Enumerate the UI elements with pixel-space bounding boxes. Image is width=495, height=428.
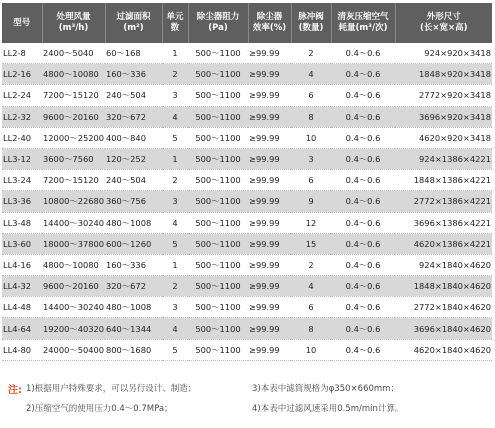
- cell-pulse-valves: 2: [291, 43, 331, 64]
- note-item-4: 4)本表中过滤风速采用0.5m/min计算。: [252, 404, 404, 414]
- cell-filter-area: 120～252: [105, 148, 162, 169]
- notes-label: 注:: [8, 385, 22, 396]
- cell-pulse-valves: 9: [291, 191, 331, 212]
- table-row: [2, 127, 492, 148]
- cell-model: LL2-32: [2, 106, 42, 127]
- table-row: [2, 170, 492, 191]
- cell-efficiency: ≥99.99: [248, 276, 291, 297]
- header-pulse-valves: 脉冲阀 (数量): [291, 3, 331, 43]
- cell-air-consumption: 0.4～0.6: [331, 106, 395, 127]
- cell-units: 1: [162, 254, 188, 275]
- cell-airflow: 14400～30240: [42, 212, 105, 233]
- cell-units: 3: [162, 297, 188, 318]
- cell-units: 3: [162, 191, 188, 212]
- cell-efficiency: ≥99.99: [248, 64, 291, 85]
- cell-resistance: 500～1100: [188, 170, 248, 191]
- table-row: [2, 276, 492, 297]
- table-body: [2, 43, 492, 360]
- header-model: 型号: [2, 3, 42, 43]
- cell-air-consumption: 0.4～0.6: [331, 148, 395, 169]
- cell-airflow: 7200～15120: [42, 170, 105, 191]
- table-row: [2, 64, 492, 85]
- header-efficiency: 除尘器 效率(%): [248, 3, 291, 43]
- cell-airflow: 2400～5040: [42, 43, 105, 64]
- cell-air-consumption: 0.4～0.6: [331, 254, 395, 275]
- cell-units: 2: [162, 170, 188, 191]
- header-airflow: 处理风量 (m³/h): [42, 3, 105, 43]
- cell-resistance: 500～1100: [188, 233, 248, 254]
- cell-air-consumption: 0.4～0.6: [331, 297, 395, 318]
- cell-efficiency: ≥99.99: [248, 85, 291, 106]
- cell-airflow: 9600～20160: [42, 106, 105, 127]
- cell-air-consumption: 0.4～0.6: [331, 127, 395, 148]
- cell-efficiency: ≥99.99: [248, 318, 291, 339]
- cell-resistance: 500～1100: [188, 148, 248, 169]
- cell-pulse-valves: 3: [291, 148, 331, 169]
- cell-dimensions: 3696×1386×4221: [395, 212, 492, 233]
- header-resistance: 除尘器阻力 (Pa): [188, 3, 248, 43]
- cell-filter-area: 240～504: [105, 85, 162, 106]
- cell-air-consumption: 0.4～0.6: [331, 339, 395, 360]
- cell-airflow: 10800～22680: [42, 191, 105, 212]
- cell-dimensions: 924×1386×4221: [395, 148, 492, 169]
- cell-filter-area: 160～336: [105, 64, 162, 85]
- cell-model: LL4-48: [2, 297, 42, 318]
- table-row: [2, 233, 492, 254]
- cell-resistance: 500～1100: [188, 212, 248, 233]
- cell-efficiency: ≥99.99: [248, 212, 291, 233]
- table-row: [2, 254, 492, 275]
- cell-efficiency: ≥99.99: [248, 339, 291, 360]
- cell-filter-area: 160～336: [105, 254, 162, 275]
- cell-resistance: 500～1100: [188, 106, 248, 127]
- cell-air-consumption: 0.4～0.6: [331, 212, 395, 233]
- cell-units: 1: [162, 43, 188, 64]
- cell-model: LL3-36: [2, 191, 42, 212]
- table-row: [2, 43, 492, 64]
- cell-units: 4: [162, 318, 188, 339]
- cell-dimensions: 924×920×3418: [395, 43, 492, 64]
- cell-model: LL3-12: [2, 148, 42, 169]
- cell-pulse-valves: 10: [291, 339, 331, 360]
- header-filter-area: 过滤面积 (m²): [105, 3, 162, 43]
- cell-units: 4: [162, 106, 188, 127]
- cell-resistance: 500～1100: [188, 297, 248, 318]
- cell-dimensions: 1848×920×3418: [395, 64, 492, 85]
- cell-model: LL3-60: [2, 233, 42, 254]
- cell-air-consumption: 0.4～0.6: [331, 85, 395, 106]
- cell-resistance: 500～1100: [188, 318, 248, 339]
- cell-pulse-valves: 8: [291, 106, 331, 127]
- table-row: [2, 106, 492, 127]
- table-row: [2, 212, 492, 233]
- note-item-2: 2)压缩空气的使用压力0.4～0.7MPa；: [26, 404, 173, 414]
- cell-model: LL2-16: [2, 64, 42, 85]
- cell-airflow: 4800～10080: [42, 254, 105, 275]
- cell-dimensions: 2772×1386×4221: [395, 191, 492, 212]
- cell-airflow: 4800～10080: [42, 64, 105, 85]
- cell-efficiency: ≥99.99: [248, 191, 291, 212]
- cell-units: 2: [162, 64, 188, 85]
- header-dimensions: 外形尺寸 (长×宽×高): [395, 3, 492, 43]
- cell-dimensions: 3696×920×3418: [395, 106, 492, 127]
- cell-dimensions: 2772×1840×4620: [395, 297, 492, 318]
- cell-filter-area: 320～672: [105, 106, 162, 127]
- cell-efficiency: ≥99.99: [248, 254, 291, 275]
- cell-model: LL4-16: [2, 254, 42, 275]
- cell-model: LL2-8: [2, 43, 42, 64]
- cell-filter-area: 600～1260: [105, 233, 162, 254]
- cell-model: LL2-40: [2, 127, 42, 148]
- cell-model: LL3-24: [2, 170, 42, 191]
- cell-airflow: 19200～40320: [42, 318, 105, 339]
- cell-filter-area: 400～840: [105, 127, 162, 148]
- cell-dimensions: 3696×1840×4620: [395, 318, 492, 339]
- cell-airflow: 9600～20160: [42, 276, 105, 297]
- cell-pulse-valves: 4: [291, 276, 331, 297]
- cell-filter-area: 480～1008: [105, 212, 162, 233]
- cell-efficiency: ≥99.99: [248, 233, 291, 254]
- cell-filter-area: 240～504: [105, 170, 162, 191]
- cell-filter-area: 640～1344: [105, 318, 162, 339]
- cell-airflow: 7200～15120: [42, 85, 105, 106]
- cell-air-consumption: 0.4～0.6: [331, 318, 395, 339]
- cell-air-consumption: 0.4～0.6: [331, 64, 395, 85]
- cell-pulse-valves: 12: [291, 212, 331, 233]
- cell-dimensions: 4620×1840×4620: [395, 339, 492, 360]
- cell-model: LL2-24: [2, 85, 42, 106]
- cell-filter-area: 60～168: [105, 43, 162, 64]
- cell-resistance: 500～1100: [188, 64, 248, 85]
- cell-units: 3: [162, 85, 188, 106]
- cell-pulse-valves: 8: [291, 318, 331, 339]
- table-row: [2, 148, 492, 169]
- table-row: [2, 318, 492, 339]
- cell-filter-area: 480～1008: [105, 297, 162, 318]
- cell-resistance: 500～1100: [188, 276, 248, 297]
- cell-pulse-valves: 6: [291, 85, 331, 106]
- cell-efficiency: ≥99.99: [248, 297, 291, 318]
- cell-units: 2: [162, 276, 188, 297]
- cell-air-consumption: 0.4～0.6: [331, 191, 395, 212]
- cell-filter-area: 360～756: [105, 191, 162, 212]
- spec-table: [2, 3, 492, 361]
- cell-air-consumption: 0.4～0.6: [331, 43, 395, 64]
- cell-model: LL4-80: [2, 339, 42, 360]
- cell-airflow: 3600～7560: [42, 148, 105, 169]
- cell-units: 5: [162, 127, 188, 148]
- header-units: 单元 数: [162, 3, 188, 43]
- cell-units: 4: [162, 212, 188, 233]
- cell-dimensions: 1848×1840×4620: [395, 276, 492, 297]
- cell-airflow: 12000～25200: [42, 127, 105, 148]
- table-row: [2, 85, 492, 106]
- table-header-row: [2, 3, 492, 43]
- cell-dimensions: 1848×1386×4221: [395, 170, 492, 191]
- cell-resistance: 500～1100: [188, 85, 248, 106]
- cell-airflow: 18000～37800: [42, 233, 105, 254]
- cell-dimensions: 2772×920×3418: [395, 85, 492, 106]
- cell-units: 5: [162, 339, 188, 360]
- cell-pulse-valves: 6: [291, 170, 331, 191]
- cell-airflow: 14400～30240: [42, 297, 105, 318]
- cell-efficiency: ≥99.99: [248, 106, 291, 127]
- cell-pulse-valves: 4: [291, 64, 331, 85]
- note-item-1: 1)根据用户特殊要求，可以另行设计、制造；: [26, 384, 197, 394]
- cell-resistance: 500～1100: [188, 191, 248, 212]
- table-row: [2, 339, 492, 360]
- cell-efficiency: ≥99.99: [248, 170, 291, 191]
- cell-pulse-valves: 10: [291, 127, 331, 148]
- cell-pulse-valves: 2: [291, 254, 331, 275]
- cell-resistance: 500～1100: [188, 339, 248, 360]
- cell-air-consumption: 0.4～0.6: [331, 276, 395, 297]
- cell-pulse-valves: 6: [291, 297, 331, 318]
- cell-units: 5: [162, 233, 188, 254]
- note-item-3: 3)本表中滤筒规格为φ350×660mm；: [252, 384, 399, 394]
- cell-efficiency: ≥99.99: [248, 148, 291, 169]
- cell-model: LL4-32: [2, 276, 42, 297]
- cell-pulse-valves: 15: [291, 233, 331, 254]
- cell-model: LL3-48: [2, 212, 42, 233]
- cell-efficiency: ≥99.99: [248, 127, 291, 148]
- cell-air-consumption: 0.4～0.6: [331, 170, 395, 191]
- cell-model: LL4-64: [2, 318, 42, 339]
- cell-dimensions: 4620×920×3418: [395, 127, 492, 148]
- cell-filter-area: 800～1680: [105, 339, 162, 360]
- cell-efficiency: ≥99.99: [248, 43, 291, 64]
- cell-dimensions: 4620×1386×4221: [395, 233, 492, 254]
- cell-resistance: 500～1100: [188, 254, 248, 275]
- cell-resistance: 500～1100: [188, 127, 248, 148]
- table-row: [2, 297, 492, 318]
- cell-units: 1: [162, 148, 188, 169]
- notes-section: [8, 381, 488, 425]
- cell-resistance: 500～1100: [188, 43, 248, 64]
- table-row: [2, 191, 492, 212]
- cell-airflow: 24000～50400: [42, 339, 105, 360]
- cell-dimensions: 924×1840×4620: [395, 254, 492, 275]
- cell-air-consumption: 0.4～0.6: [331, 233, 395, 254]
- cell-filter-area: 320～672: [105, 276, 162, 297]
- header-air-consumption: 清灰压缩空气 耗量(m³/次): [331, 3, 395, 43]
